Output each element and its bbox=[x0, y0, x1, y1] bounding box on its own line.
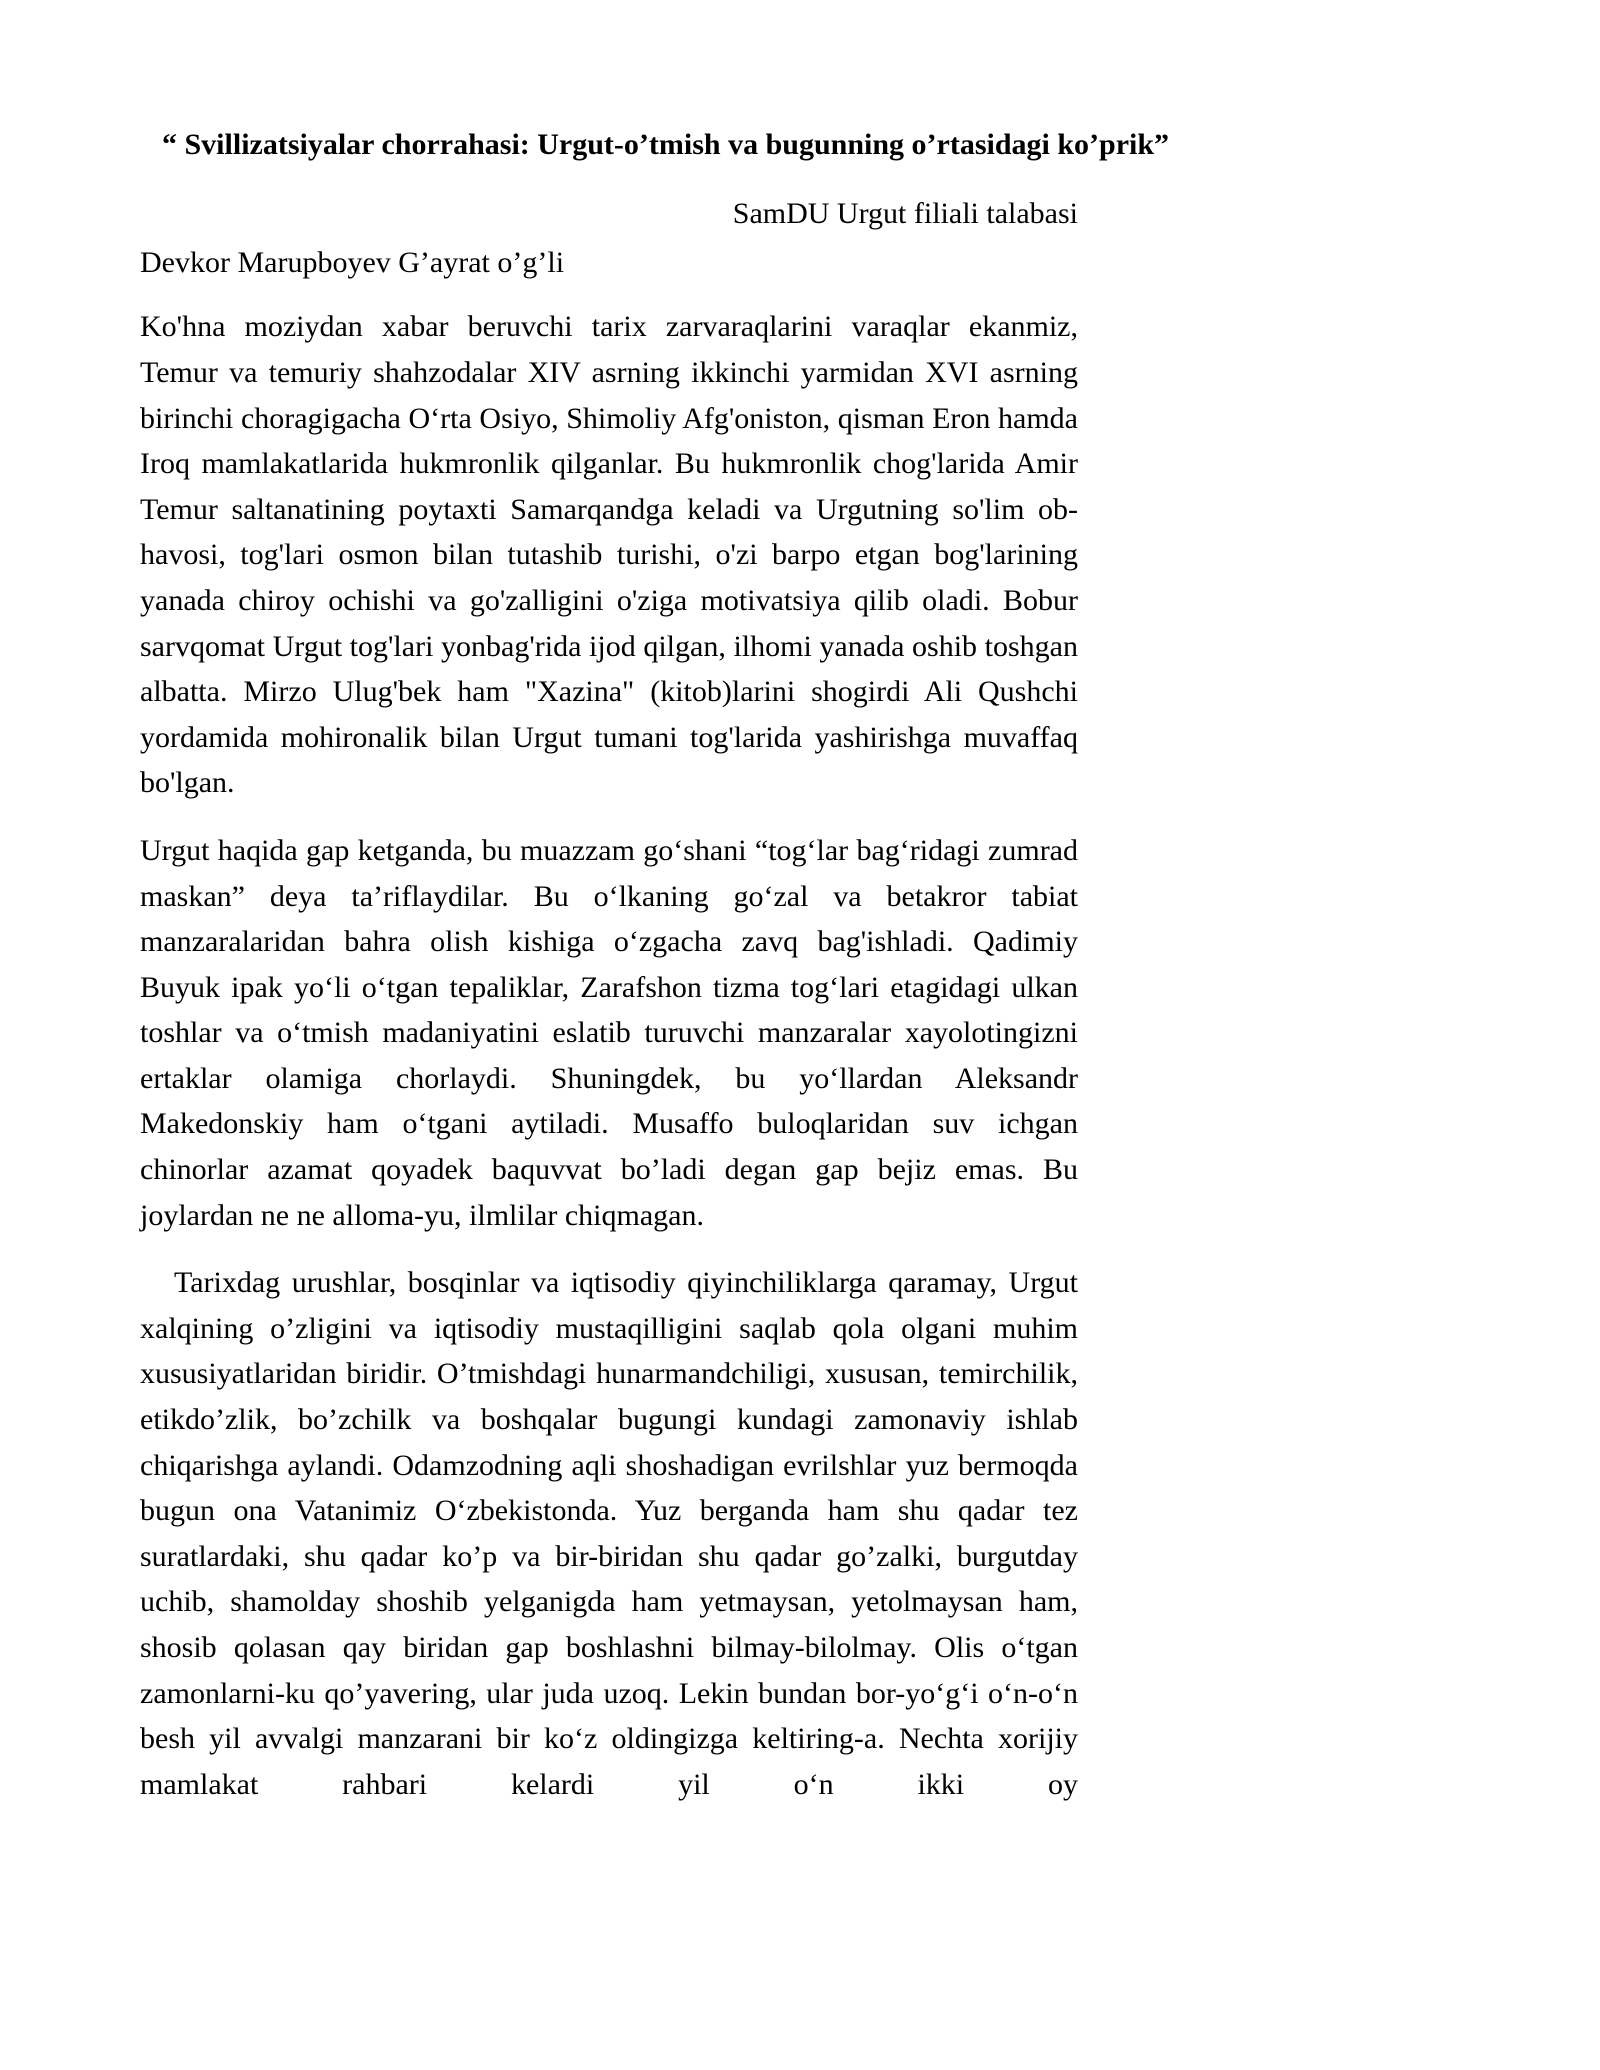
author-name: Devkor Marupboyev G’ayrat o’g’li bbox=[140, 246, 565, 280]
page-title: “ Svillizatsiyalar chorrahasi: Urgut-o’tmish va bugunning o’rtasidagi ko’prik” bbox=[162, 128, 1170, 161]
author-block bbox=[140, 194, 1078, 282]
author-affiliation: SamDU Urgut filiali talabasi bbox=[732, 197, 1078, 231]
body-paragraph-1: Ko'hna moziydan xabar beruvchi tarix zarvaraqlarini varaqlar ekanmiz, Temur va temuriy shahzodalar XIV asrning ikkinchi yarmidan XVI asrning birinchi choragigacha O‘rta Osiyo, Shimoliy Afg'oniston, qisman Eron hamda Iroq mamlakatlarida hukmronlik qilganlar. Bu hukmronlik chog'larida Amir Temur saltanatining poytaxti Samarqandga keladi va Urgutning so'lim ob-havosi, tog'lari osmon bilan tutashib turishi, o'zi barpo etgan bog'larining yanada chiroy ochishi va go'zalligini o'ziga motivatsiya qilib oladi. Bobur sarvqomat Urgut tog'lari yonbag'rida ijod qilgan, ilhomi yanada oshib toshgan albatta. Mirzo Ulug'bek ham "Xazina" (kitob)larini shogirdi Ali Qushchi yordamida mohironalik bilan Urgut tumani tog'larida yashirishga muvaffaq bo'lgan. bbox=[140, 310, 1078, 800]
body-paragraph-2: Urgut haqida gap ketganda, bu muazzam go‘shani “tog‘lar bag‘ridagi zumrad maskan” deya ta’riflaydilar. Bu o‘lkaning go‘zal va betakror tabiat manzaralaridan bahra olish kishiga o‘zgacha zavq bag'ishladi. Qadimiy Buyuk ipak yo‘li o‘tgan tepaliklar, Zarafshon tizma tog‘lari etagidagi ulkan toshlar va o‘tmish madaniyatini eslatib turuvchi manzaralar xayolotingizni ertaklar olamiga chorlaydi. Shuningdek, bu yo‘llardan Aleksandr Makedonskiy ham o‘tgani aytiladi. Musaffo buloqlaridan suv ichgan chinorlar azamat qoyadek baquvvat bo’ladi degan gap bejiz emas. Bu joylardan ne ne alloma-yu, ilmlilar chiqmagan. bbox=[140, 833, 1078, 1232]
body-paragraph-3: Tarixdag urushlar, bosqinlar va iqtisodiy qiyinchiliklarga qaramay, Urgut xalqining o’zligini va iqtisodiy mustaqilligini saqlab qola olgani muhim xususiyatlaridan biridir. O’tmishdagi hunarmandchiligi, xususan, temirchilik, etikdo’zlik, bo’zchilk va boshqalar bugungi kundagi zamonaviy ishlab chiqarishga aylandi. Odamzodning aqli shoshadigan evrilshlar yuz bermoqda bugun ona Vatanimiz O‘zbekistonda. Yuz berganda ham shu qadar tez suratlardaki, shu qadar ko’p va bir-biridan shu qadar go’zalki, burgutday uchib, shamolday shoshib yelganigda ham yetmaysan, yetolmaysan ham, shosib qolasan qay biridan gap boshlashni bilmay-bilolmay. Olis o‘tgan zamonlarni-ku qo’yavering, ular juda uzoq. Lekin bundan bor-yo‘g‘i o‘n-o‘n besh yil avvalgi manzarani bir ko‘z oldingizga keltiring-a. Nechta xorijiy mamlakat rahbari kelardi yil o‘n ikki oy bbox=[140, 1266, 1078, 1801]
document-content bbox=[140, 126, 1170, 1853]
